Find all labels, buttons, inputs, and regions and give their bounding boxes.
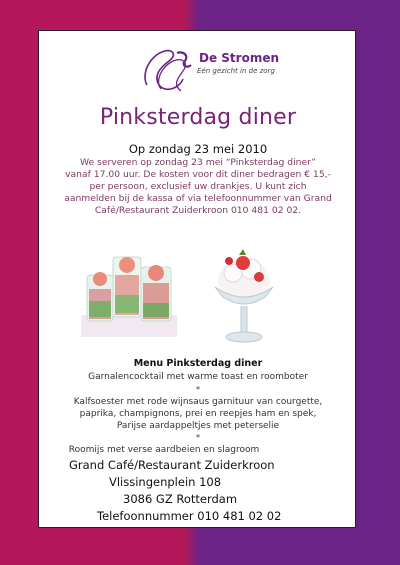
page-title: Pinksterdag diner <box>99 105 297 130</box>
de-stromen-logo <box>139 45 289 95</box>
shrimp-cocktail-photo <box>81 245 177 337</box>
intro-line: vanaf 17.00 uur. De kosten voor dit diner bedragen € 15,- <box>65 169 331 180</box>
intro-line: We serveren op zondag 23 mei “Pinksterdag diner” <box>79 157 317 168</box>
menu-main-line: paprika, champignons, prei en reepjes ham en spek, <box>79 409 317 419</box>
menu-main-line: Kalfsoester met rode wijnsaus garnituur van courgette, <box>73 397 323 407</box>
intro-line: aanmelden bij de kassa of via telefoonnummer van Grand <box>64 193 332 204</box>
menu-heading: Menu Pinksterdag diner <box>133 358 263 369</box>
date-heading: Op zondag 23 mei 2010 <box>128 142 268 156</box>
address-city: 3086 GZ Rotterdam <box>123 492 238 506</box>
menu-main-line: Parijse aardappeltjes met peterselie <box>116 421 280 431</box>
menu-separator: * <box>196 385 200 394</box>
address-street: Vlissingenplein 108 <box>109 475 222 489</box>
intro-line: per persoon, exclusief uw drankjes. U kunt zich <box>89 181 307 192</box>
intro-line: Café/Restaurant Zuiderkroon 010 481 02 02. <box>94 205 302 216</box>
logo-mark-icon <box>139 45 197 95</box>
address-phone: Telefoonnummer 010 481 02 02 <box>97 509 282 523</box>
flyer-card <box>38 30 356 528</box>
restaurant-address <box>69 457 329 525</box>
menu-dessert: Roomijs met verse aardbeien en slagroom <box>68 445 260 455</box>
menu-separator: * <box>196 433 200 442</box>
ice-cream-coupe-photo <box>203 245 285 349</box>
menu-starter: Garnalencocktail met warme toast en roomboter <box>88 372 308 382</box>
intro-text <box>53 157 343 217</box>
logo-tagline: Eén gezicht in de zorg <box>197 67 275 75</box>
logo-name: De Stromen <box>199 51 280 65</box>
address-restaurant-name: Grand Café/Restaurant Zuiderkroon <box>69 458 275 472</box>
